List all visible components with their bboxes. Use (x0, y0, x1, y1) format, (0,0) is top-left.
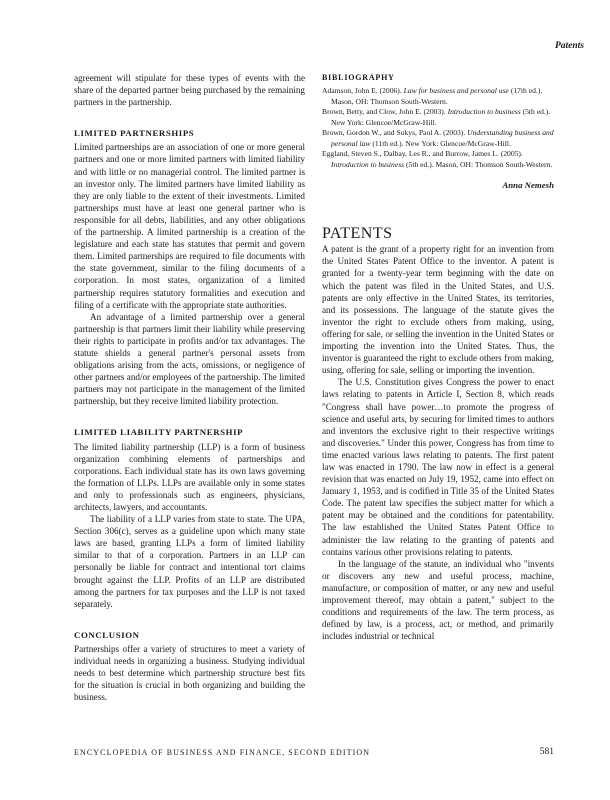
left-column (74, 72, 305, 703)
article-paragraph: The U.S. Constitution gives Congress the power to enact laws relating to patents in Article I, Section 8, which reads "Congress shall have power…to promote the progress of science and useful arts, by securing for limited times to authors and inventors the exclusive right to their respective writings and discoveries." Under this power, Congress has from time to time enacted various laws relating to patents. The first patent law was enacted in 1790. The law now in effect is a general revision that was enacted on July 19, 1952, came into effect on January 1, 1953, and is codified in Title 35 of the United States Code. The patent law specifies the subject matter for which a patent may be obtained and the conditions for patentability. The law established the United States Patent Office to administer the law relating to the granting of patents and contains various other provisions relating to patents. (322, 377, 554, 557)
llp-paragraph: The liability of a LLP varies from state to state. The UPA, Section 306(c), serves as a guideline upon which many state laws are based, granting LLPs a form of limited liability similar to that of a corporation. Partners in an LLP can personally be liable for contract and intentional tort claims brought against the LLP. Profits of an LLP are distributed among the partners for tax purposes and the LLP is not taxed separately. (74, 514, 305, 609)
limited-partnerships-paragraph: An advantage of a limited partnership over a general partnership is that partners limit their liability while preserving their rights to participate in profits and/or tax advantages. The statute shields a general partner's personal assets from obligations arising from the acts, omissions, or negligence of other partners and/or employees of the partnership. The limited partners may not participate in the management of the limited partnership, but they receive limited liability protection. (74, 311, 305, 407)
llp-paragraph: The limited liability partnership (LLP) is a form of business organization combining elements of partnerships and corporations. Each individual state has its own laws governing the formation of LLPs. LLPs are available only in some states and only to professionals such as engineers, physicians, architects, lawyers, and accountants. (74, 441, 305, 512)
page-number: 581 (539, 747, 554, 757)
intro-paragraph: agreement will stipulate for these types of events with the share of the departed partner being purchased by the remaining partners in the partnership. (74, 73, 305, 108)
page-footer (74, 748, 554, 757)
book-title: ENCYCLOPEDIA OF BUSINESS AND FINANCE, SECOND EDITION (74, 748, 371, 757)
article-author: Anna Nemesh (502, 180, 554, 191)
bibliography-heading: BIBLIOGRAPHY (322, 73, 395, 82)
bibliography-entry: Brown, Betty, and Clow, John E. (2003). Introduction to business (5th ed.). New York: Glencoe/McGraw-Hill. (322, 107, 551, 127)
limited-partnerships-heading: LIMITED PARTNERSHIPS (74, 128, 195, 139)
bibliography-entry: Eggland, Steven S., Dalbay, Les R., and Burrow, James L. (2005). Introduction to business (5th ed.). Mason, OH: Thomson South-Western. (322, 149, 553, 169)
conclusion-paragraph: Partnerships offer a variety of structures to meet a variety of individual needs in organizing a business. Studying individual needs to best determine which partnership structure best fits for the situation is crucial in both organizing and building the business. (74, 643, 305, 703)
right-column (322, 72, 554, 642)
limited-partnerships-paragraph: Limited partnerships are an association of one or more general partners and one or more limited partners with limited liability and with little or no managerial control. The limited partner is an investor only. The limited partners have limited liability as they are only liable to the extent of their investments. Limited partnerships must have at least one general partner who is responsible for all debts, liabilities, and any other obligations of the partnership. A limited partnership is a creation of the legislature and each state has statutes that permit and govern them. Limited partnerships are required to file documents with the state government, similar to the filing documents of a corporation. In most states, organization of a limited partnership requires statutory formalities and execution and filing of a certificate with the appropriate state authorities. (74, 142, 305, 310)
article-title: PATENTS (322, 225, 393, 243)
running-head: Patents (554, 41, 584, 51)
bibliography-entry: Brown, Gordon W., and Sukys, Paul A. (2003). Understanding business and personal law (11th ed.). New York: Glencoe/McGraw-Hill. (322, 128, 554, 148)
article-paragraph: A patent is the grant of a property right for an invention from the United States Patent Office to the inventor. A patent is granted for a twenty-year term beginning with the date on which the patent was filed in the United States, and U.S. patents are only effective in the United States, its territories, and its possessions. The language of the statute gives the inventor the right to exclude others from making, using, offering for sale, or selling the invention in the United States or importing the invention into the United States. Thus, the inventor is guaranteed the right to exclude others from making, using, offering for sale, selling or importing the invention. (322, 244, 554, 376)
conclusion-heading: CONCLUSION (74, 629, 140, 640)
bibliography-entry: Adamson, John E. (2006). Law for business and personal use (17th ed.). Mason, OH: Thomson South-Western. (322, 86, 543, 106)
llp-heading: LIMITED LIABILITY PARTNERSHIP (74, 427, 244, 438)
article-paragraph: In the language of the statute, an individual who "invents or discovers any new and useful process, machine, manufacture, or composition of matter, or any new and useful improvement thereof, may obtain a patent," subject to the conditions and requirements of the law. The term process, as defined by law, is a process, act, or method, and primarily includes industrial or technical (322, 558, 554, 642)
